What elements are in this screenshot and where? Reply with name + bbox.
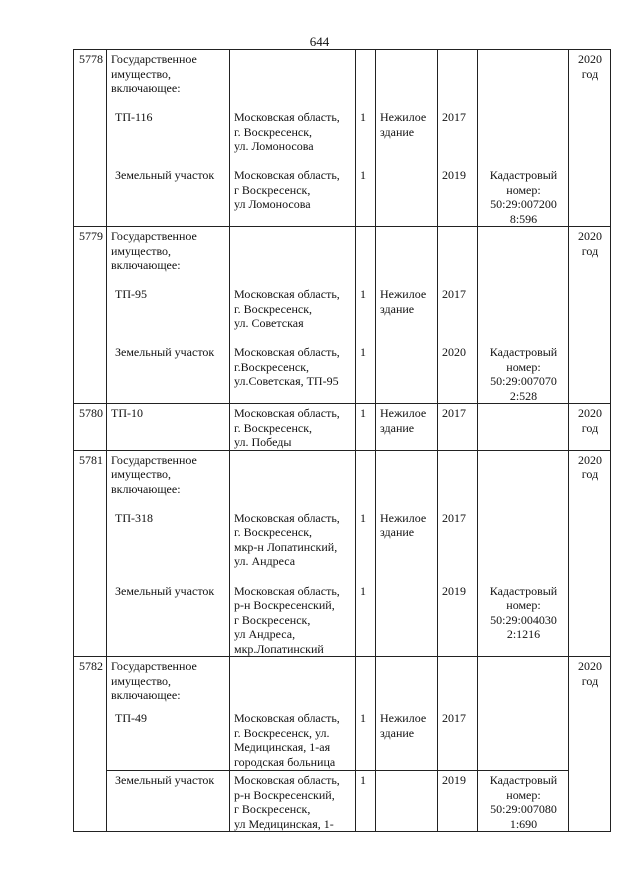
record-number: 5782: [74, 657, 107, 832]
record-name-cell: [107, 404, 230, 451]
record-row: [74, 404, 611, 451]
item-address: Московская область, г. Воскресенск, ул. Победы: [234, 406, 340, 449]
item-year: 2017: [442, 110, 466, 124]
record-year-cell: [438, 657, 478, 771]
item-type: Нежилое здание: [380, 406, 427, 435]
item-type: Нежилое здание: [380, 110, 427, 139]
item-cadastral: [482, 511, 565, 584]
record-name-cell: [107, 50, 230, 227]
record-cadastral-cell: [478, 50, 569, 227]
record-cadastral-cell: [478, 657, 569, 771]
record-address-cell: [230, 771, 356, 832]
item-cadastral: Кадастровый номер: 50:29:007070 2:528: [489, 345, 558, 403]
record-year-cell: [438, 227, 478, 404]
item-year: 2020: [442, 345, 466, 359]
record-name-cell: [107, 227, 230, 404]
item-name: Земельный участок: [115, 168, 215, 182]
item-address: Московская область, г. Воскресенск, ул. Ломоносова: [234, 110, 340, 153]
item-name: Земельный участок: [115, 773, 215, 787]
record-number: 5780: [74, 404, 107, 451]
record-address-cell: [230, 450, 356, 657]
record-row: [74, 227, 611, 404]
record-address-cell: [230, 404, 356, 451]
record-cadastral-cell: [478, 450, 569, 657]
record-cadastral-cell: [478, 404, 569, 451]
record-address-cell: [230, 50, 356, 227]
record-name-cell: [107, 450, 230, 657]
group-label: Государственное имущество, включающее:: [111, 659, 197, 702]
record-number: 5779: [74, 227, 107, 404]
record-type-cell: [376, 50, 438, 227]
item-year: 2017: [442, 510, 466, 525]
property-registry-table: [73, 49, 611, 832]
record-qty-cell: [356, 404, 376, 451]
record-cadastral-cell: [478, 771, 569, 832]
item-year: 2019: [442, 773, 466, 787]
record-status: 2020 год: [569, 227, 611, 404]
record-year-cell: [438, 771, 478, 832]
record-qty-cell: [356, 450, 376, 657]
item-address: Московская область, г. Воскресенск, мкр-н Лопатинский, ул. Андреса: [234, 510, 340, 568]
item-year: 2019: [442, 168, 466, 182]
item-type: Нежилое здание: [380, 711, 427, 740]
record-year-cell: [438, 404, 478, 451]
record-number: 5781: [74, 450, 107, 657]
item-cadastral: Кадастровый номер: 50:29:007200 8:596: [489, 168, 558, 226]
page-number: 644: [309, 34, 330, 49]
record-address-cell: [230, 657, 356, 771]
record-type-cell: [376, 227, 438, 404]
item-qty: 1: [360, 773, 366, 787]
item-qty: 1: [360, 287, 366, 301]
item-name: ТП-49: [115, 711, 147, 725]
item-qty: 1: [360, 510, 366, 525]
item-type: Нежилое здание: [380, 510, 427, 539]
item-name: ТП-95: [115, 287, 147, 301]
record-type-cell: [376, 771, 438, 832]
record-type-cell: [376, 450, 438, 657]
item-address: Московская область, р-н Воскресенский, г Воскресенск, ул Андреса, мкр.Лопатинский: [234, 583, 340, 656]
group-label: Государственное имущество, включающее:: [111, 229, 197, 272]
record-row: [74, 450, 611, 657]
item-year: 2017: [442, 406, 466, 420]
item-year: 2019: [442, 583, 466, 598]
record-type-cell: [376, 657, 438, 771]
record-year-cell: [438, 50, 478, 227]
record-cadastral-cell: [478, 227, 569, 404]
item-type: Нежилое здание: [380, 287, 427, 316]
record-name-cell: [107, 771, 230, 832]
record-status: 2020 год: [569, 450, 611, 657]
record-status: 2020 год: [569, 50, 611, 227]
item-year: 2017: [442, 287, 466, 301]
record-qty-cell: [356, 227, 376, 404]
record-row: [74, 657, 611, 771]
record-qty-cell: [356, 771, 376, 832]
item-qty: 1: [360, 711, 366, 725]
record-address-cell: [230, 227, 356, 404]
record-status: 2020 год: [569, 657, 611, 832]
item-qty: 1: [360, 168, 366, 182]
item-name: ТП-116: [115, 110, 153, 124]
group-label: Государственное имущество, включающее:: [111, 52, 197, 95]
item-year: 2017: [442, 711, 466, 725]
record-row: [74, 50, 611, 227]
item-cadastral: Кадастровый номер: 50:29:004030 2:1216: [489, 583, 558, 641]
item-address: Московская область, р-н Воскресенский, г Воскресенск, ул Медицинская, 1-: [234, 773, 340, 831]
record-number: 5778: [74, 50, 107, 227]
record-qty-cell: [356, 657, 376, 771]
item-qty: 1: [360, 583, 366, 598]
item-name: Земельный участок: [115, 583, 215, 598]
item-cadastral: Кадастровый номер: 50:29:007080 1:690: [489, 773, 558, 831]
item-cadastral: [482, 287, 565, 345]
item-address: Московская область, г.Воскресенск, ул.Советская, ТП-95: [234, 345, 340, 388]
item-name: ТП-10: [111, 406, 143, 420]
item-address: Московская область, г. Воскресенск, ул. Советская: [234, 287, 340, 330]
record-name-cell: [107, 657, 230, 771]
item-cadastral: [482, 110, 565, 168]
item-qty: 1: [360, 345, 366, 359]
record-qty-cell: [356, 50, 376, 227]
record-subrow: [74, 771, 611, 832]
item-name: Земельный участок: [115, 345, 215, 359]
item-qty: 1: [360, 406, 366, 420]
item-address: Московская область, г. Воскресенск, ул. Медицинская, 1-ая городская больница: [234, 711, 340, 769]
item-qty: 1: [360, 110, 366, 124]
record-status: 2020 год: [569, 404, 611, 451]
record-year-cell: [438, 450, 478, 657]
item-name: ТП-318: [115, 510, 153, 525]
group-label: Государственное имущество, включающее:: [111, 452, 197, 496]
item-address: Московская область, г Воскресенск, ул Ломоносова: [234, 168, 340, 211]
record-type-cell: [376, 404, 438, 451]
